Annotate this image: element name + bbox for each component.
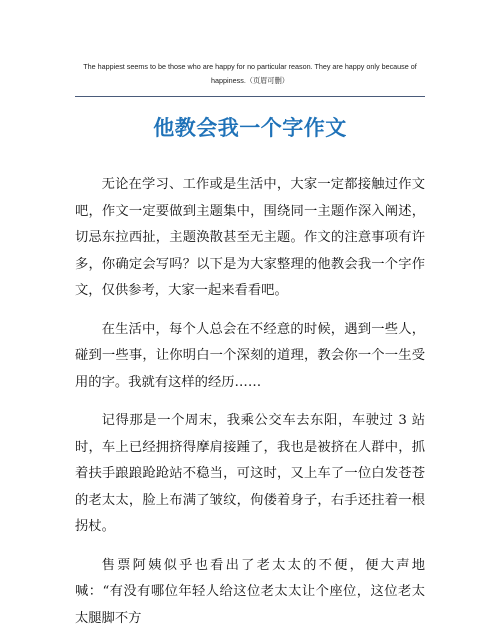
paragraph-3: 记得那是一个周末，我乘公交车去东阳，车驶过 3 站时，车上已经拥挤得摩肩接踵了，我也是被挤在人群中，抓着扶手踉踉跄跄站不稳当，可这时，又上车了一位白发苍苍的老太太，脸上布满了皱纹，佝偻着身子，右手还拄着一根拐杖。 xyxy=(75,413,425,534)
page-header-quote: The happiest seems to be those who are happy for no particular reason. They are happy only because of happiness.（页眉可删） xyxy=(83,62,417,85)
paragraph-intro: 无论在学习、工作或是生活中，大家一定都接触过作文吧，作文一定要做到主题集中，围绕同一主题作深入阐述，切忌东拉西扯，主题涣散甚至无主题。作文的注意事项有许多，你确定会写吗？以下是为大家整理的他教会我一个字作文，仅供参考，大家一起来看看吧。 xyxy=(75,177,425,298)
paragraph-2: 在生活中，每个人总会在不经意的时候，遇到一些人，碰到一些事，让你明白一个深刻的道理，教会你一个一生受用的字。我就有这样的经历…… xyxy=(75,321,425,390)
header-divider xyxy=(75,96,425,97)
document-body xyxy=(75,172,425,644)
document-title: 他教会我一个字作文 xyxy=(153,116,347,140)
paragraph-4: 售票阿姨似乎也看出了老太太的不便，便大声地喊：“有没有哪位年轻人给这位老太太让个座位，这位老太太腿脚不方 xyxy=(75,557,425,626)
